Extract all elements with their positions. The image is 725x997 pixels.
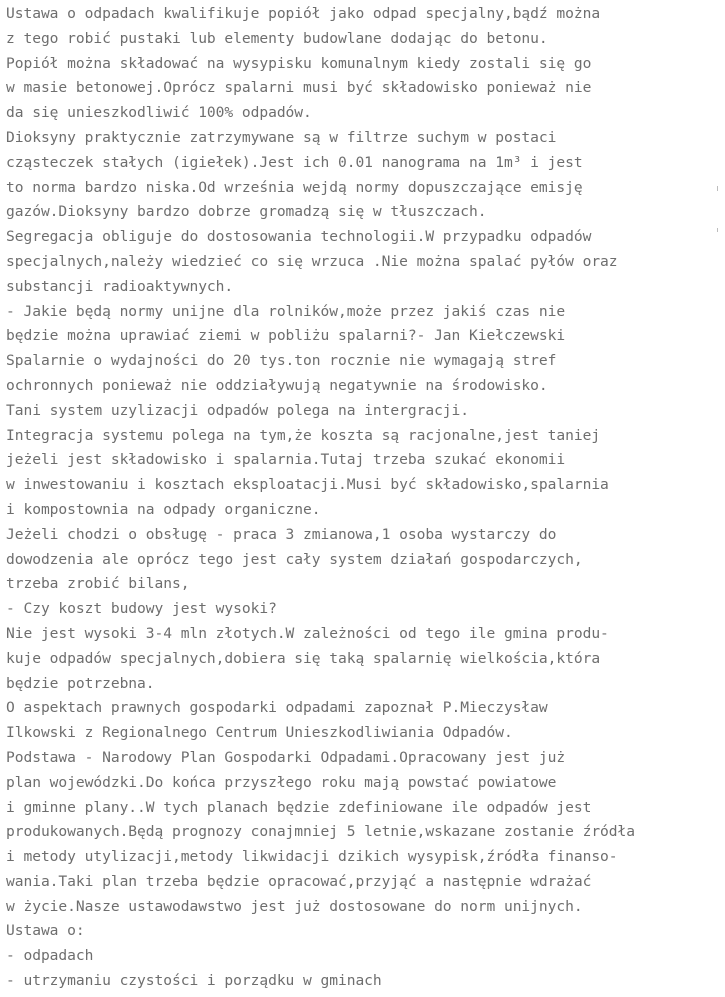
- text-line: Ustawa o:: [6, 922, 85, 940]
- text-line: specjalnych,należy wiedzieć co się wrzuca .Nie można spalać pyłów oraz: [6, 252, 618, 270]
- text-line: i kompostownia na odpady organiczne.: [6, 500, 321, 518]
- text-line: Integracja systemu polega na tym,że koszta są racjonalne,jest taniej: [6, 426, 601, 444]
- text-line: Popiół można składować na wysypisku komunalnym kiedy zostali się go: [6, 54, 592, 72]
- text-line: kuje odpadów specjalnych,dobiera się taką spalarnię wielkościa,która: [6, 649, 601, 667]
- text-line: w życie.Nasze ustawodawstwo jest już dostosowane do norm unijnych.: [6, 897, 583, 915]
- text-line: i metody utylizacji,metody likwidacji dzikich wysypisk,źródła finanso-: [6, 848, 618, 866]
- text-line: Ustawa o odpadach kwalifikuje popiół jako odpad specjalny,bądź można: [6, 5, 601, 22]
- text-line: dowodzenia ale oprócz tego jest cały system działań gospodarczych,: [6, 550, 583, 568]
- text-line: trzeba zrobić bilans,: [6, 575, 190, 593]
- scan-mark: [717, 186, 718, 191]
- text-line: w inwestowaniu i kosztach eksploatacji.Musi być składowisko,spalarnia: [6, 476, 609, 494]
- text-line: gazów.Dioksyny bardzo dobrze gromadzą się w tłuszczach.: [6, 203, 487, 221]
- text-line: - Jakie będą normy unijne dla rolników,może przez jakiś czas nie: [6, 302, 566, 320]
- document-body: [6, 2, 725, 994]
- text-line: da się unieszkodliwić 100% odpadów.: [6, 104, 312, 122]
- scan-mark: [717, 228, 718, 232]
- text-line: będzie można uprawiać ziemi w pobliżu spalarni?- Jan Kiełczewski: [6, 327, 566, 345]
- text-line: będzie potrzebna.: [6, 674, 155, 692]
- text-line: - utrzymaniu czystości i porządku w gminach: [6, 972, 382, 990]
- text-line: Segregacja obliguje do dostosowania technologii.W przypadku odpadów: [6, 228, 592, 246]
- document-page: [6, 2, 725, 997]
- text-line: O aspektach prawnych gospodarki odpadami zapoznał P.Mieczysław: [6, 699, 548, 717]
- text-line: Dioksyny praktycznie zatrzymywane są w filtrze suchym w postaci: [6, 128, 557, 146]
- text-line: ochronnych ponieważ nie oddziaływują negatywnie na środowisko.: [6, 376, 548, 394]
- text-line: Spalarnie o wydajności do 20 tys.ton rocznie nie wymagają stref: [6, 352, 557, 370]
- text-line: i gminne plany..W tych planach będzie zdefiniowane ile odpadów jest: [6, 798, 592, 816]
- text-line: w masie betonowej.Oprócz spalarni musi być składowisko ponieważ nie: [6, 79, 592, 97]
- text-line: Tani system uzylizacji odpadów polega na intergracji.: [6, 401, 470, 419]
- text-line: Nie jest wysoki 3-4 mln złotych.W zależności od tego ile gmina produ-: [6, 624, 609, 642]
- text-line: Podstawa - Narodowy Plan Gospodarki Odpadami.Opracowany jest już: [6, 748, 566, 766]
- text-line: produkowanych.Będą prognozy conajmniej 5 letnie,wskazane zostanie źródła: [6, 823, 636, 841]
- text-line: substancji radioaktywnych.: [6, 277, 234, 295]
- text-line: wania.Taki plan trzeba będzie opracować,przyjąć a następnie wdrażać: [6, 872, 592, 890]
- text-line: Ilkowski z Regionalnego Centrum Unieszkodliwiania Odpadów.: [6, 724, 513, 742]
- text-line: cząsteczek stałych (igiełek).Jest ich 0.01 nanograma na 1m³ i jest: [6, 153, 583, 171]
- text-line: plan wojewódzki.Do końca przyszłego roku mają powstać powiatowe: [6, 773, 557, 791]
- text-line: - Czy koszt budowy jest wysoki?: [6, 600, 277, 618]
- text-line: z tego robić pustaki lub elementy budowlane dodając do betonu.: [6, 29, 548, 47]
- text-line: - odpadach: [6, 947, 94, 965]
- text-line: jeżeli jest składowisko i spalarnia.Tutaj trzeba szukać ekonomii: [6, 451, 566, 469]
- text-line: to norma bardzo niska.Od września wejdą normy dopuszczające emisję: [6, 178, 583, 196]
- text-line: Jeżeli chodzi o obsługę - praca 3 zmianowa,1 osoba wystarczy do: [6, 525, 557, 543]
